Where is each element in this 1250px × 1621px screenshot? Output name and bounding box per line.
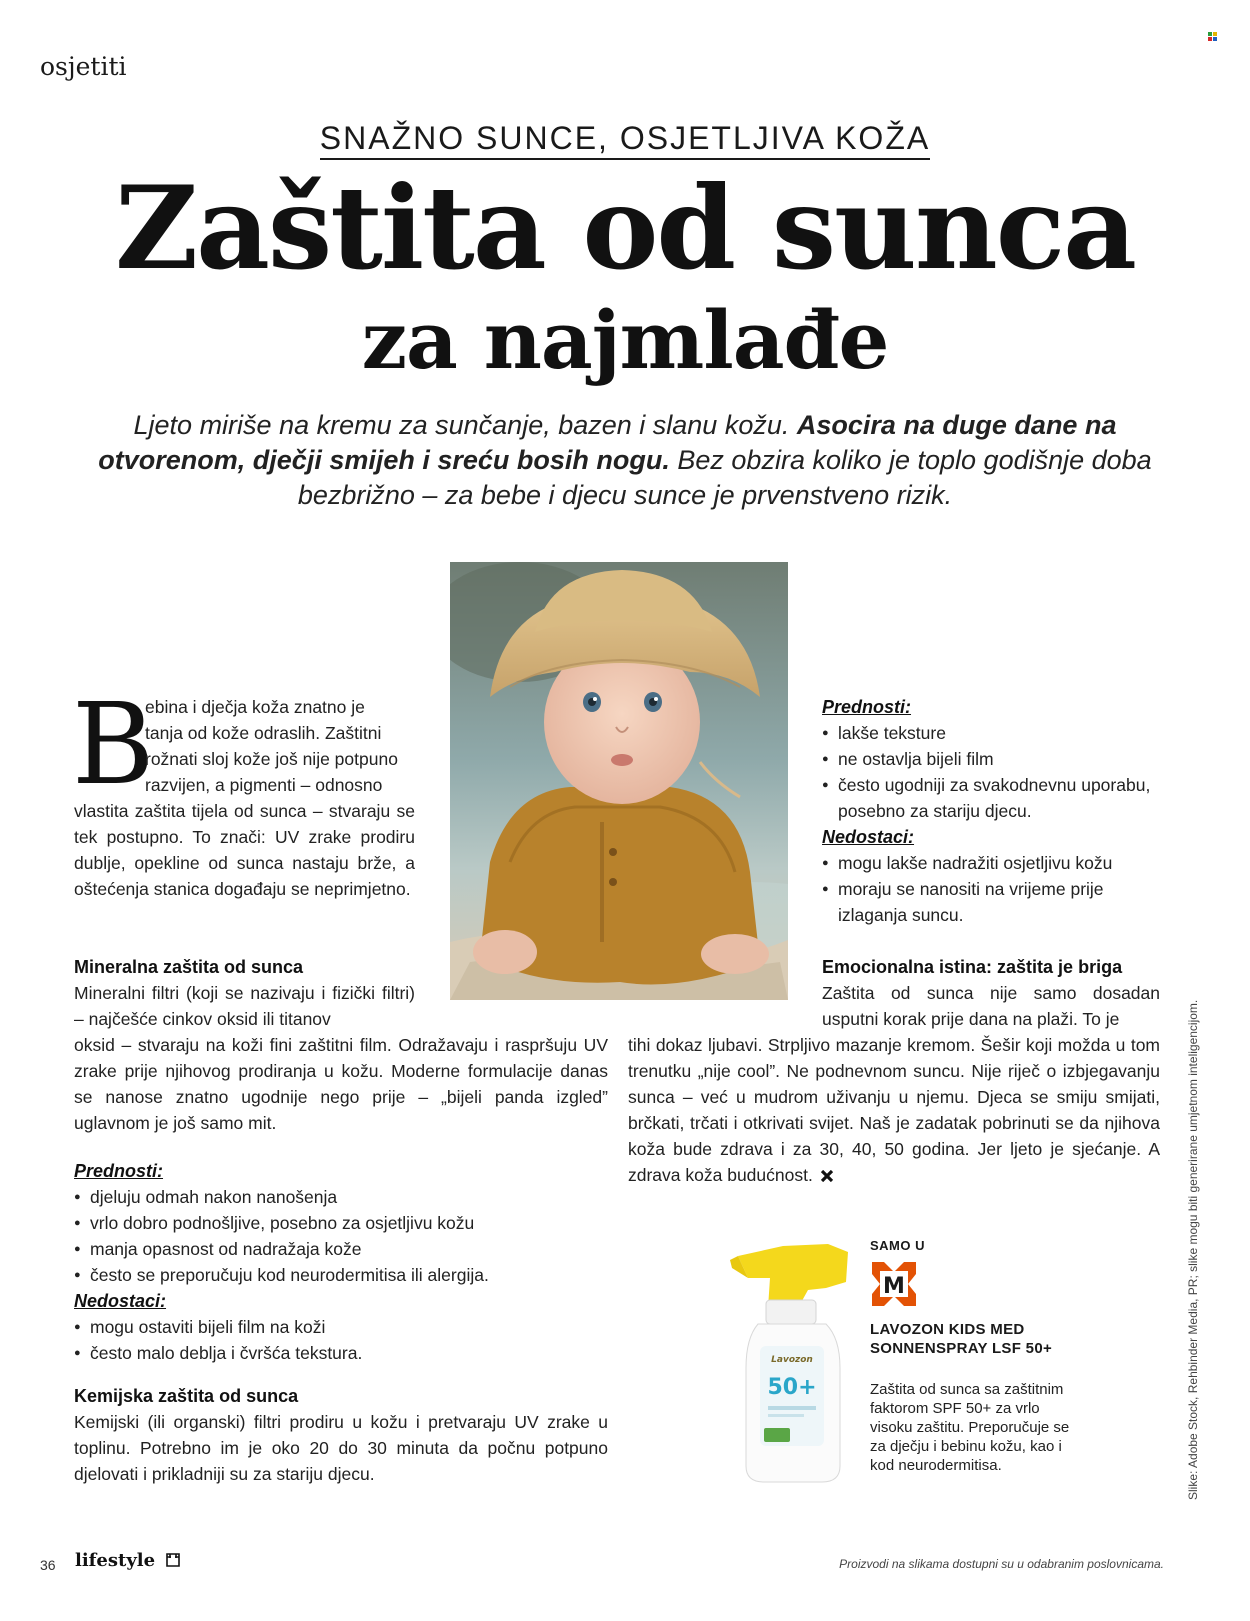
mineral-pros-list (74, 1184, 614, 1288)
intro-paragraph: vlastita zaštita tijela od sunca – stvaraju se tek postupno. To znači: UV zrake prodiru dublje, opekline od sunca nastaju brže, a oštećenja stanica događaju se neprimjetno. (74, 801, 415, 899)
section-label: osjetiti (40, 52, 127, 81)
mineral-heading: Mineralna zaštita od sunca (74, 957, 304, 977)
drop-cap: B (72, 680, 155, 810)
page-number: 36 (40, 1557, 56, 1573)
bottle-spf: 50+ (767, 1375, 817, 1400)
mineral-cons-list (74, 1314, 614, 1366)
lead-paragraph: Ljeto miriše na kremu za sunčanje, bazen i slanu kožu. Asocira na duge dane na otvorenom, dječji smijeh i sreću bosih nogu. Bez obzira koliko je toplo godišnje doba bezbrižno – za bebe i djecu sunce je prvenstveno rizik. (98, 410, 1152, 510)
end-mark-icon (821, 1170, 833, 1182)
bottle-brand: Lavozon (771, 1355, 813, 1365)
chemical-cons-label: Nedostaci: (822, 827, 915, 847)
chemical-heading: Kemijska zaštita od sunca (74, 1386, 299, 1406)
chemical-pros-label: Prednosti: (822, 697, 912, 717)
list-item: ● često ugodniji za svakodnevnu uporabu, posebno za stariju djecu. (822, 772, 1160, 824)
color-mark-icon (1208, 32, 1217, 41)
store-logo-icon (868, 1258, 920, 1310)
shop-label: SAMO U (870, 1238, 925, 1253)
magazine-brand: lifestyle (75, 1550, 181, 1571)
image-credits (1186, 960, 1206, 1500)
mineral-text: oksid – stvaraju na koži fini zaštitni film. Odražavaju i raspršuju UV zrake prije njihovog prodiranja u kožu. Moderne formulacije danas se nanose znatno ugodnije nego prije – „bijeli panda izgled” uglavnom je još samo mit. (74, 1035, 608, 1133)
baby-in-sun-hat-photo (450, 562, 788, 1000)
list-item: ● često malo deblja i čvršća tekstura. (74, 1340, 614, 1366)
headline-line2: za najmlađe (361, 293, 889, 387)
store-logo-letter: M (883, 1274, 905, 1299)
chemical-text: Kemijski (ili organski) filtri prodiru u kožu i pretvaraju UV zrake u toplinu. Potrebno im je oko 20 do 30 minuta da počnu potpuno djelovati i prikladniji su za stariju djecu. (74, 1412, 608, 1484)
list-item: ● lakše teksture (822, 720, 1160, 746)
intro-first-lines: ebina i dječja koža znatno je tanja od kože odraslih. Zaštitni rožnati sloj kože još nije potpuno razvijen, a pigmenti – odnosno (145, 697, 398, 795)
sunscreen-bottle-image (728, 1238, 858, 1488)
chemical-pros-list (822, 720, 1160, 824)
product-title: LAVOZON KIDS MED SONNENSPRAY LSF 50+ (870, 1321, 1053, 1357)
list-item: ● ne ostavlja bijeli film (822, 746, 1160, 772)
mineral-intro-text: Mineralni filtri (koji se nazivaju i fizički filtri) – najčešće cinkov oksid ili titanov (74, 983, 415, 1029)
product-description: Zaštita od sunca sa zaštitnim faktorom SPF 50+ za vrlo visoku zaštitu. Preporučuje se za dječju i bebinu kožu, kao i kod neurodermitisa. (870, 1381, 1070, 1474)
chemical-cons-list (822, 850, 1160, 928)
baby-illustration (450, 562, 788, 1000)
kicker: SNAŽNO SUNCE, OSJETLJIVA KOŽA (0, 120, 1250, 157)
list-item: ● manja opasnost od nadražaja kože (74, 1236, 614, 1262)
list-item: ● često se preporučuju kod neurodermitisa ili alergija. (74, 1262, 614, 1288)
headline: Zaštita od sunca (114, 161, 1136, 295)
list-item: ● mogu lakše nadražiti osjetljivu kožu (822, 850, 1160, 876)
mineral-pros-cons (74, 1158, 614, 1366)
footer-note: Proizvodi na slikama dostupni su u odabranim poslovnicama. (839, 1557, 1164, 1571)
mineral-cons-label: Nedostaci: (74, 1291, 167, 1311)
emotional-text: tihi dokaz ljubavi. Strpljivo mazanje kremom. Šešir koji možda u tom trenutku „nije cool”. Ne podnevnom suncu. Nije riječ o izbjegavanju sunca – već u mudrom uživanju u njemu. Djeca se smiju smijati, brčkati, trčati i otkrivati svijet. Naš je zadatak pobrinuti se da njihova koža bude zdrava i za 30, 40, 50 godina. Jer ljeto je sjećanje. A zdrava koža budućnost. (628, 1035, 1160, 1185)
image-credits-text: Slike: Adobe Stock, Rehbinder Media, PR; slike mogu biti generirane umjetnom inteligencijom. (1186, 999, 1200, 1500)
brand-logo-icon (165, 1552, 181, 1568)
list-item: ● djeluju odmah nakon nanošenja (74, 1184, 614, 1210)
list-item: ● vrlo dobro podnošljive, posebno za osjetljivu kožu (74, 1210, 614, 1236)
list-item: ● mogu ostaviti bijeli film na koži (74, 1314, 614, 1340)
mineral-pros-label: Prednosti: (74, 1161, 164, 1181)
emotional-intro-text: Zaštita od sunca nije samo dosadan usputni korak prije dana na plaži. To je (822, 983, 1160, 1029)
spray-bottle-icon (728, 1238, 858, 1488)
list-item: ● moraju se nanositi na vrijeme prije izlaganja suncu. (822, 876, 1160, 928)
muller-logo (868, 1258, 920, 1310)
emotional-heading: Emocionalna istina: zaštita je briga (822, 957, 1123, 977)
chemical-pros-cons (822, 694, 1160, 928)
